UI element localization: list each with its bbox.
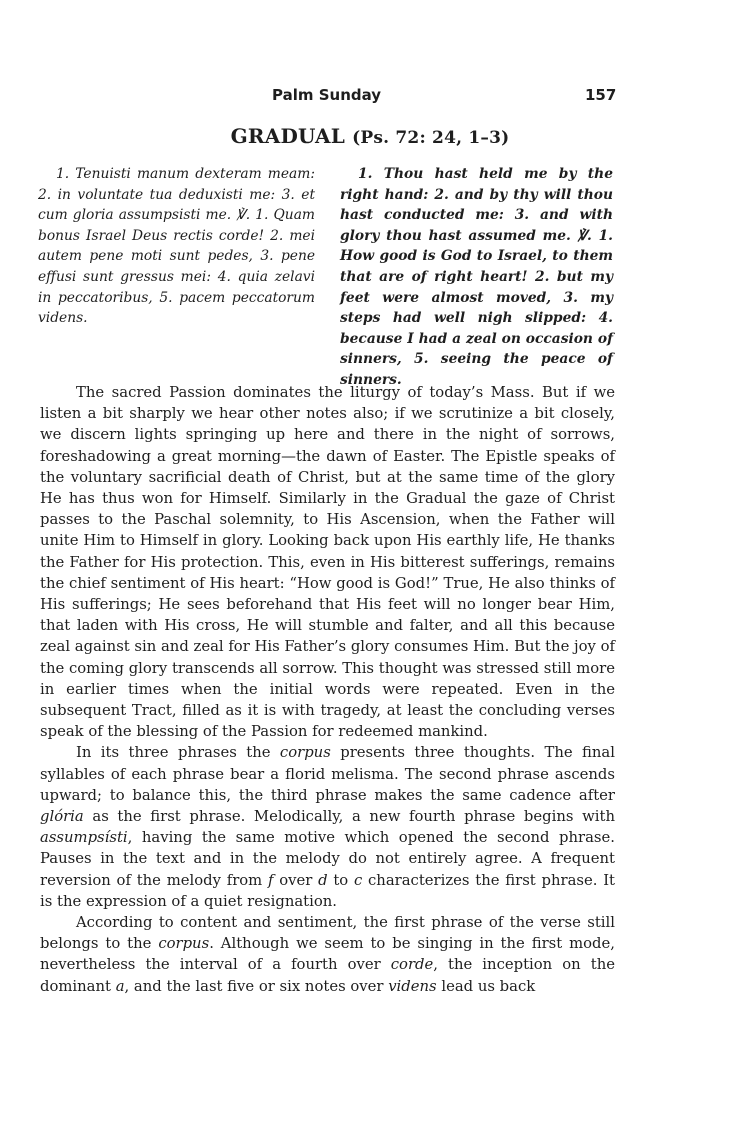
running-head-title: Palm Sunday [272, 86, 382, 104]
text-run: lead us back [436, 977, 536, 995]
paragraph-2 [40, 742, 615, 912]
english-text: 1. Thou hast held me by the right hand: 2. and by thy will thou hast conducted me: 3. and with glory thou hast assumed me. ℣. 1. How good is God to Israel, to them that are of right heart! 2. but my feet were almost moved, 3. my steps had well nigh slipped: 4. because I had a zeal on occasion of sinners, 5. seeing the peace of sinners. [340, 166, 613, 388]
text-run: over [273, 871, 319, 889]
english-column [340, 164, 613, 391]
latin-text: 1. Tenuisti manum dexteram meam: 2. in voluntate tua deduxisti me: 3. et cum gloria assumpsisti me. ℣. 1. Quam bonus Israel Deus rectis corde! 2. mei autem pene moti sunt pedes, 3. pene effusi sunt gressus mei: 4. quia zelavi in peccatoribus, 5. pacem peccatorum videns. [38, 166, 315, 327]
note-d: d [318, 871, 328, 889]
section-title [0, 124, 740, 148]
term-videns: videns [388, 977, 437, 995]
text-run: . Although we seem to be singing in the first mode, nevertheless the interval of a fourth over [40, 935, 615, 974]
running-head [0, 86, 740, 108]
text-run: presents three thoughts. The final syllables of each phrase bear a florid melisma. The second phrase ascends upward; to balance this, the third phrase makes the same cadence after [40, 744, 615, 804]
psalm-reference: (Ps. 72: 24, 1–3) [352, 128, 510, 148]
paragraph-1: The sacred Passion dominates the liturgy of today’s Mass. But if we listen a bit sharply we hear other notes also; if we scrutinize a bit closely, we discern lights springing up here and there in the night of sorrows, foreshadowing a great morning—the dawn of Easter. The Epistle speaks of the voluntary sacrificial death of Christ, but at the same time of the glory He has thus won for Himself. Similarly in the Gradual the gaze of Christ passes to the Paschal solemnity, to His Ascension, when the Father will unite Him to Himself in glory. Looking back upon His earthly life, He thanks the Father for His protection. This, even in His bitterest sufferings, remains the chief sentiment of His heart: “How good is God!” True, He also thinks of His sufferings; He sees beforehand that His feet will no longer bear Him, that laden with His cross, He will stumble and falter, and all this because zeal against sin and zeal for His Father’s glory consumes Him. But the joy of the coming glory transcends all sorrow. This thought was stressed still more in earlier times when the initial words were repeated. Even in the subsequent Tract, filled as it is with tragedy, at least the concluding verses speak of the blessing of the Passion for redeemed mankind. [40, 384, 616, 741]
term-corpus: corpus [158, 935, 210, 953]
term-assumpsisti: assumpsísti [40, 829, 128, 847]
page-number: 157 [585, 86, 617, 104]
text-run: , having the same motive which opened the second phrase. Pauses in the text and in the melody do not entirely agree. A frequent reversion of the melody from [40, 829, 615, 889]
note-a: a [115, 977, 125, 995]
text-run: , and the last five or six notes over [124, 977, 389, 995]
text-run: According to content and sentiment, the first phrase of the verse still belongs to the [40, 914, 615, 953]
text-run: , the inception on the dominant [40, 956, 615, 995]
note-c: c [353, 871, 363, 889]
text-run: characterizes the first phrase. It is the expression of a quiet resignation. [40, 871, 615, 910]
text-run: In its three phrases the [76, 744, 280, 762]
note-f: f [267, 871, 274, 889]
paragraph-3 [40, 912, 615, 997]
term-gloria: glória [40, 808, 84, 826]
latin-column [38, 164, 315, 329]
section-title-text: GRADUAL [230, 124, 345, 148]
text-run: to [327, 871, 354, 889]
term-corpus: corpus [279, 744, 331, 762]
term-corde: corde [390, 956, 434, 974]
commentary [40, 382, 615, 997]
text-run: as the first phrase. Melodically, a new fourth phrase begins with [83, 808, 615, 826]
